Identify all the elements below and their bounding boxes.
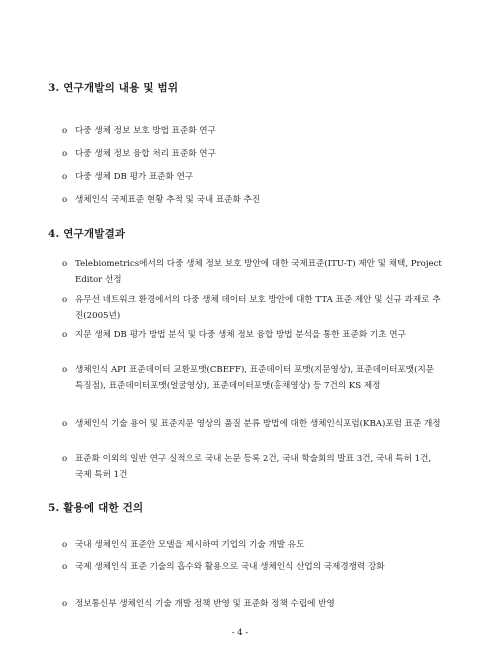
list-item bbox=[62, 169, 442, 185]
list-item-text: 국제 생체인식 표준 기술의 흡수와 활용으로 국내 생체인식 산업의 국제경쟁력 강화 bbox=[75, 562, 385, 572]
page-number: - 4 - bbox=[231, 628, 249, 638]
list-item bbox=[62, 146, 442, 162]
list-item-text: 생체인식 국제표준 현황 추적 및 국내 표준화 추진 bbox=[75, 195, 261, 205]
list-item bbox=[62, 451, 442, 483]
bullet: o bbox=[62, 365, 68, 375]
bullet: o bbox=[62, 149, 68, 159]
list-item bbox=[62, 292, 442, 324]
section-4-heading: 4. 연구개발결과 bbox=[48, 228, 126, 240]
list-item-text: 유무선 네트워크 환경에서의 다중 생체 데이터 보호 방안에 대한 TTA 표준 제안 및 신규 과제로 추진(2005년) bbox=[75, 295, 441, 321]
list-item bbox=[62, 123, 442, 139]
list-item bbox=[62, 256, 442, 288]
list-item bbox=[62, 537, 442, 553]
list-item bbox=[62, 596, 442, 612]
bullet: o bbox=[62, 599, 68, 609]
section-3-heading: 3. 연구개발의 내용 및 범위 bbox=[48, 82, 179, 94]
bullet: o bbox=[62, 259, 68, 269]
list-item bbox=[62, 362, 442, 394]
list-item bbox=[62, 559, 442, 575]
bullet: o bbox=[62, 454, 68, 464]
list-item-text: 표준화 이외의 일반 연구 실적으로 국내 논문 등록 2건, 국내 학술회의 발표 3건, 국내 특허 1건, 국제 특허 1건 bbox=[75, 454, 432, 480]
list-item-text: 생체인식 기술 용어 및 표준지문 영상의 품질 분류 방법에 대한 생체인식포럼(KBA)포럼 표준 개정 bbox=[75, 419, 441, 429]
bullet: o bbox=[62, 540, 68, 550]
bullet: o bbox=[62, 419, 68, 429]
list-item-text: 생체인식 API 표준데이터 교환포맷(CBEFF), 표준데이터 포맷(지문영상), 표준데이터포맷(지문 특징점), 표준데이터포맷(얼굴영상), 표준데이터포맷(홍채영상) 등 7건의 KS 제정 bbox=[75, 365, 435, 391]
list-item-text: Telebiometrics에서의 다중 생체 정보 보호 방안에 대한 국제표준(ITU-T) 제안 및 채택, Project Editor 선정 bbox=[75, 259, 442, 285]
list-item bbox=[62, 327, 442, 343]
list-item-text: 지문 생체 DB 평가 방법 분석 및 다중 생체 정보 융합 방법 분석을 통한 표준화 기초 연구 bbox=[75, 330, 406, 340]
bullet: o bbox=[62, 562, 68, 572]
list-item bbox=[62, 416, 442, 432]
list-item-text: 정보통신부 생체인식 기술 개발 정책 반영 및 표준화 정책 수립에 반영 bbox=[75, 599, 335, 609]
section-5-heading: 5. 활용에 대한 건의 bbox=[48, 502, 144, 514]
bullet: o bbox=[62, 195, 68, 205]
list-item-text: 다중 생체 정보 보호 방법 표준화 연구 bbox=[75, 126, 216, 136]
list-item-text: 다중 생체 DB 평가 표준화 연구 bbox=[75, 172, 194, 182]
bullet: o bbox=[62, 126, 68, 136]
list-item-text: 다중 생체 정보 융합 처리 표준화 연구 bbox=[75, 149, 216, 159]
bullet: o bbox=[62, 295, 68, 305]
list-item-text: 국내 생체인식 표준안 모델을 제시하여 기업의 기술 개발 유도 bbox=[75, 540, 305, 550]
bullet: o bbox=[62, 330, 68, 340]
bullet: o bbox=[62, 172, 68, 182]
list-item bbox=[62, 192, 442, 208]
